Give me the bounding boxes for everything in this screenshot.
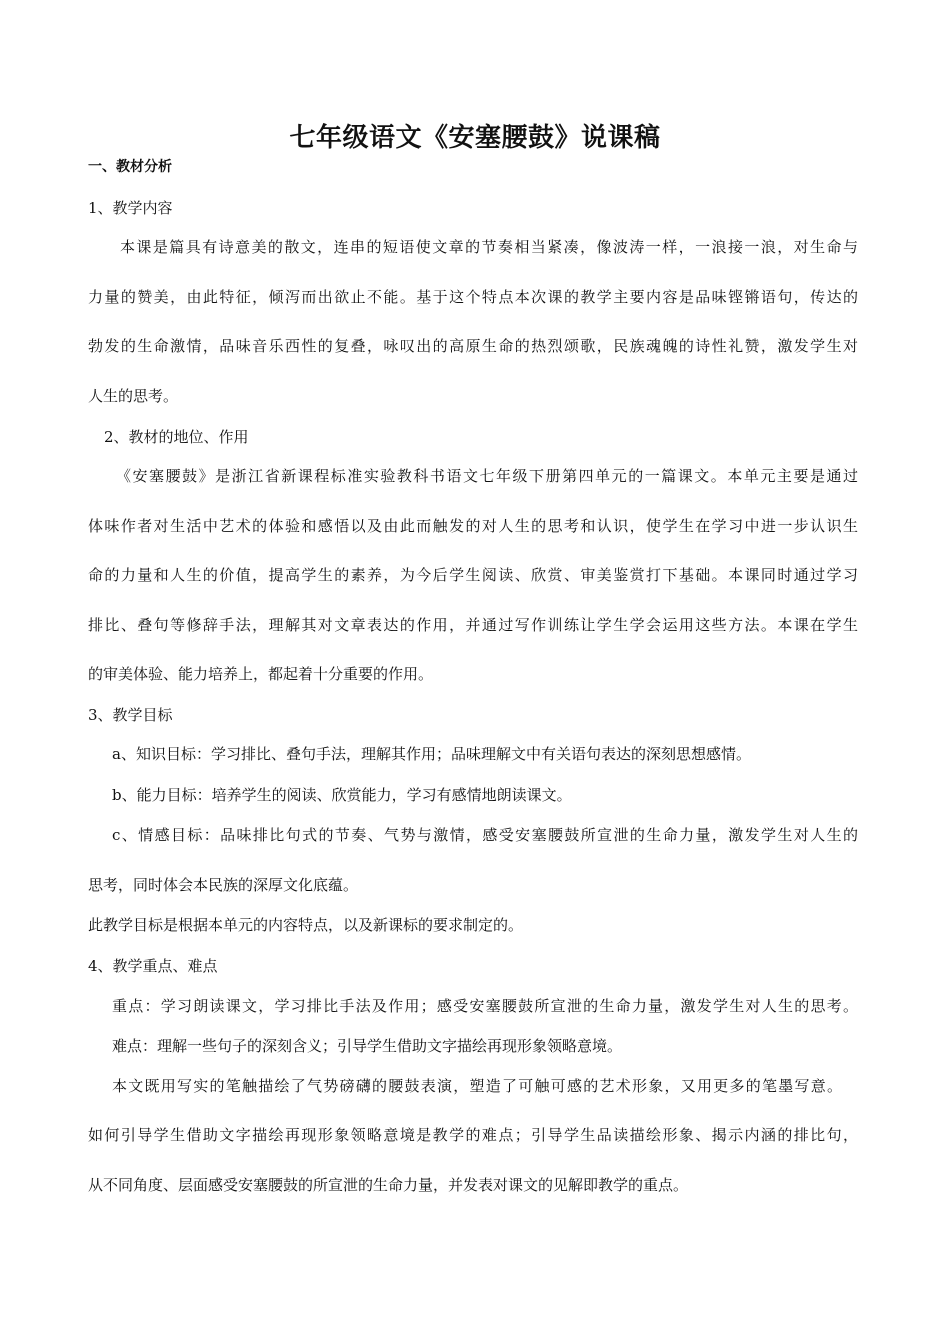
paragraph-line: 本文既用写实的笔触描绘了气势磅礴的腰鼓表演，塑造了可触可感的艺术形象，又用更多的笔墨写意。: [112, 1077, 842, 1095]
goal-knowledge: a、知识目标：学习排比、叠句手法，理解其作用；品味理解文中有关语句表达的深刻思想感情。: [112, 745, 751, 763]
subheading-teaching-content: 1、教学内容: [88, 199, 173, 217]
key-point: 重点：学习朗读课文，学习排比手法及作用；感受安塞腰鼓所宣泄的生命力量，激发学生对人生的思考。: [112, 997, 858, 1015]
paragraph-line: 人生的思考。: [88, 387, 179, 405]
paragraph-line: 本课是篇具有诗意美的散文，连串的短语使文章的节奏相当紧凑，像波涛一样，一浪接一浪，对生命与: [120, 238, 858, 256]
paragraph-line: 《安塞腰鼓》是浙江省新课程标准实验教科书语文七年级下册第四单元的一篇课文。本单元主要是通过: [116, 467, 858, 485]
paragraph-line: 力量的赞美，由此特征，倾泻而出欲止不能。基于这个特点本次课的教学主要内容是品味铿锵语句，传达的: [88, 288, 858, 306]
paragraph-line: 从不同角度、层面感受安塞腰鼓的所宣泄的生命力量，并发表对课文的见解即教学的重点。: [88, 1176, 689, 1194]
paragraph-line: 的审美体验、能力培养上，都起着十分重要的作用。: [88, 665, 434, 683]
goal-emotion: c、情感目标：品味排比句式的节奏、气势与激情，感受安塞腰鼓所宣泄的生命力量，激发学生对人生的: [112, 826, 858, 844]
difficult-point: 难点：理解一些句子的深刻含义；引导学生借助文字描绘再现形象领略意境。: [112, 1037, 623, 1055]
subheading-teaching-goals: 3、教学目标: [88, 706, 173, 724]
paragraph-line: 体味作者对生活中艺术的体验和感悟以及由此而触发的对人生的思考和认识，使学生在学习中进一步认识生: [88, 517, 858, 535]
subheading-textbook-role: 2、教材的地位、作用: [104, 428, 249, 446]
subheading-key-difficult: 4、教学重点、难点: [88, 957, 218, 975]
section-heading-textbook-analysis: 一、教材分析: [88, 159, 172, 175]
goal-ability: b、能力目标：培养学生的阅读、欣赏能力，学习有感情地朗读课文。: [112, 786, 572, 804]
paragraph-line: 勃发的生命激情，品味音乐西性的复叠，咏叹出的高原生命的热烈颂歌，民族魂魄的诗性礼赞，激发学生对: [88, 337, 858, 355]
goals-note: 此教学目标是根据本单元的内容特点，以及新课标的要求制定的。: [88, 916, 524, 934]
paragraph-line: 命的力量和人生的价值，提高学生的素养，为今后学生阅读、欣赏、审美鉴赏打下基础。本课同时通过学习: [88, 566, 858, 584]
page-title: 七年级语文《安塞腰鼓》说课稿: [289, 123, 661, 153]
goal-emotion-cont: 思考，同时体会本民族的深厚文化底蕴。: [88, 876, 359, 894]
paragraph-line: 如何引导学生借助文字描绘再现形象领略意境是教学的难点；引导学生品读描绘形象、揭示内涵的排比句，: [88, 1126, 858, 1144]
paragraph-line: 排比、叠句等修辞手法，理解其对文章表达的作用，并通过写作训练让学生学会运用这些方法。本课在学生: [88, 616, 858, 634]
